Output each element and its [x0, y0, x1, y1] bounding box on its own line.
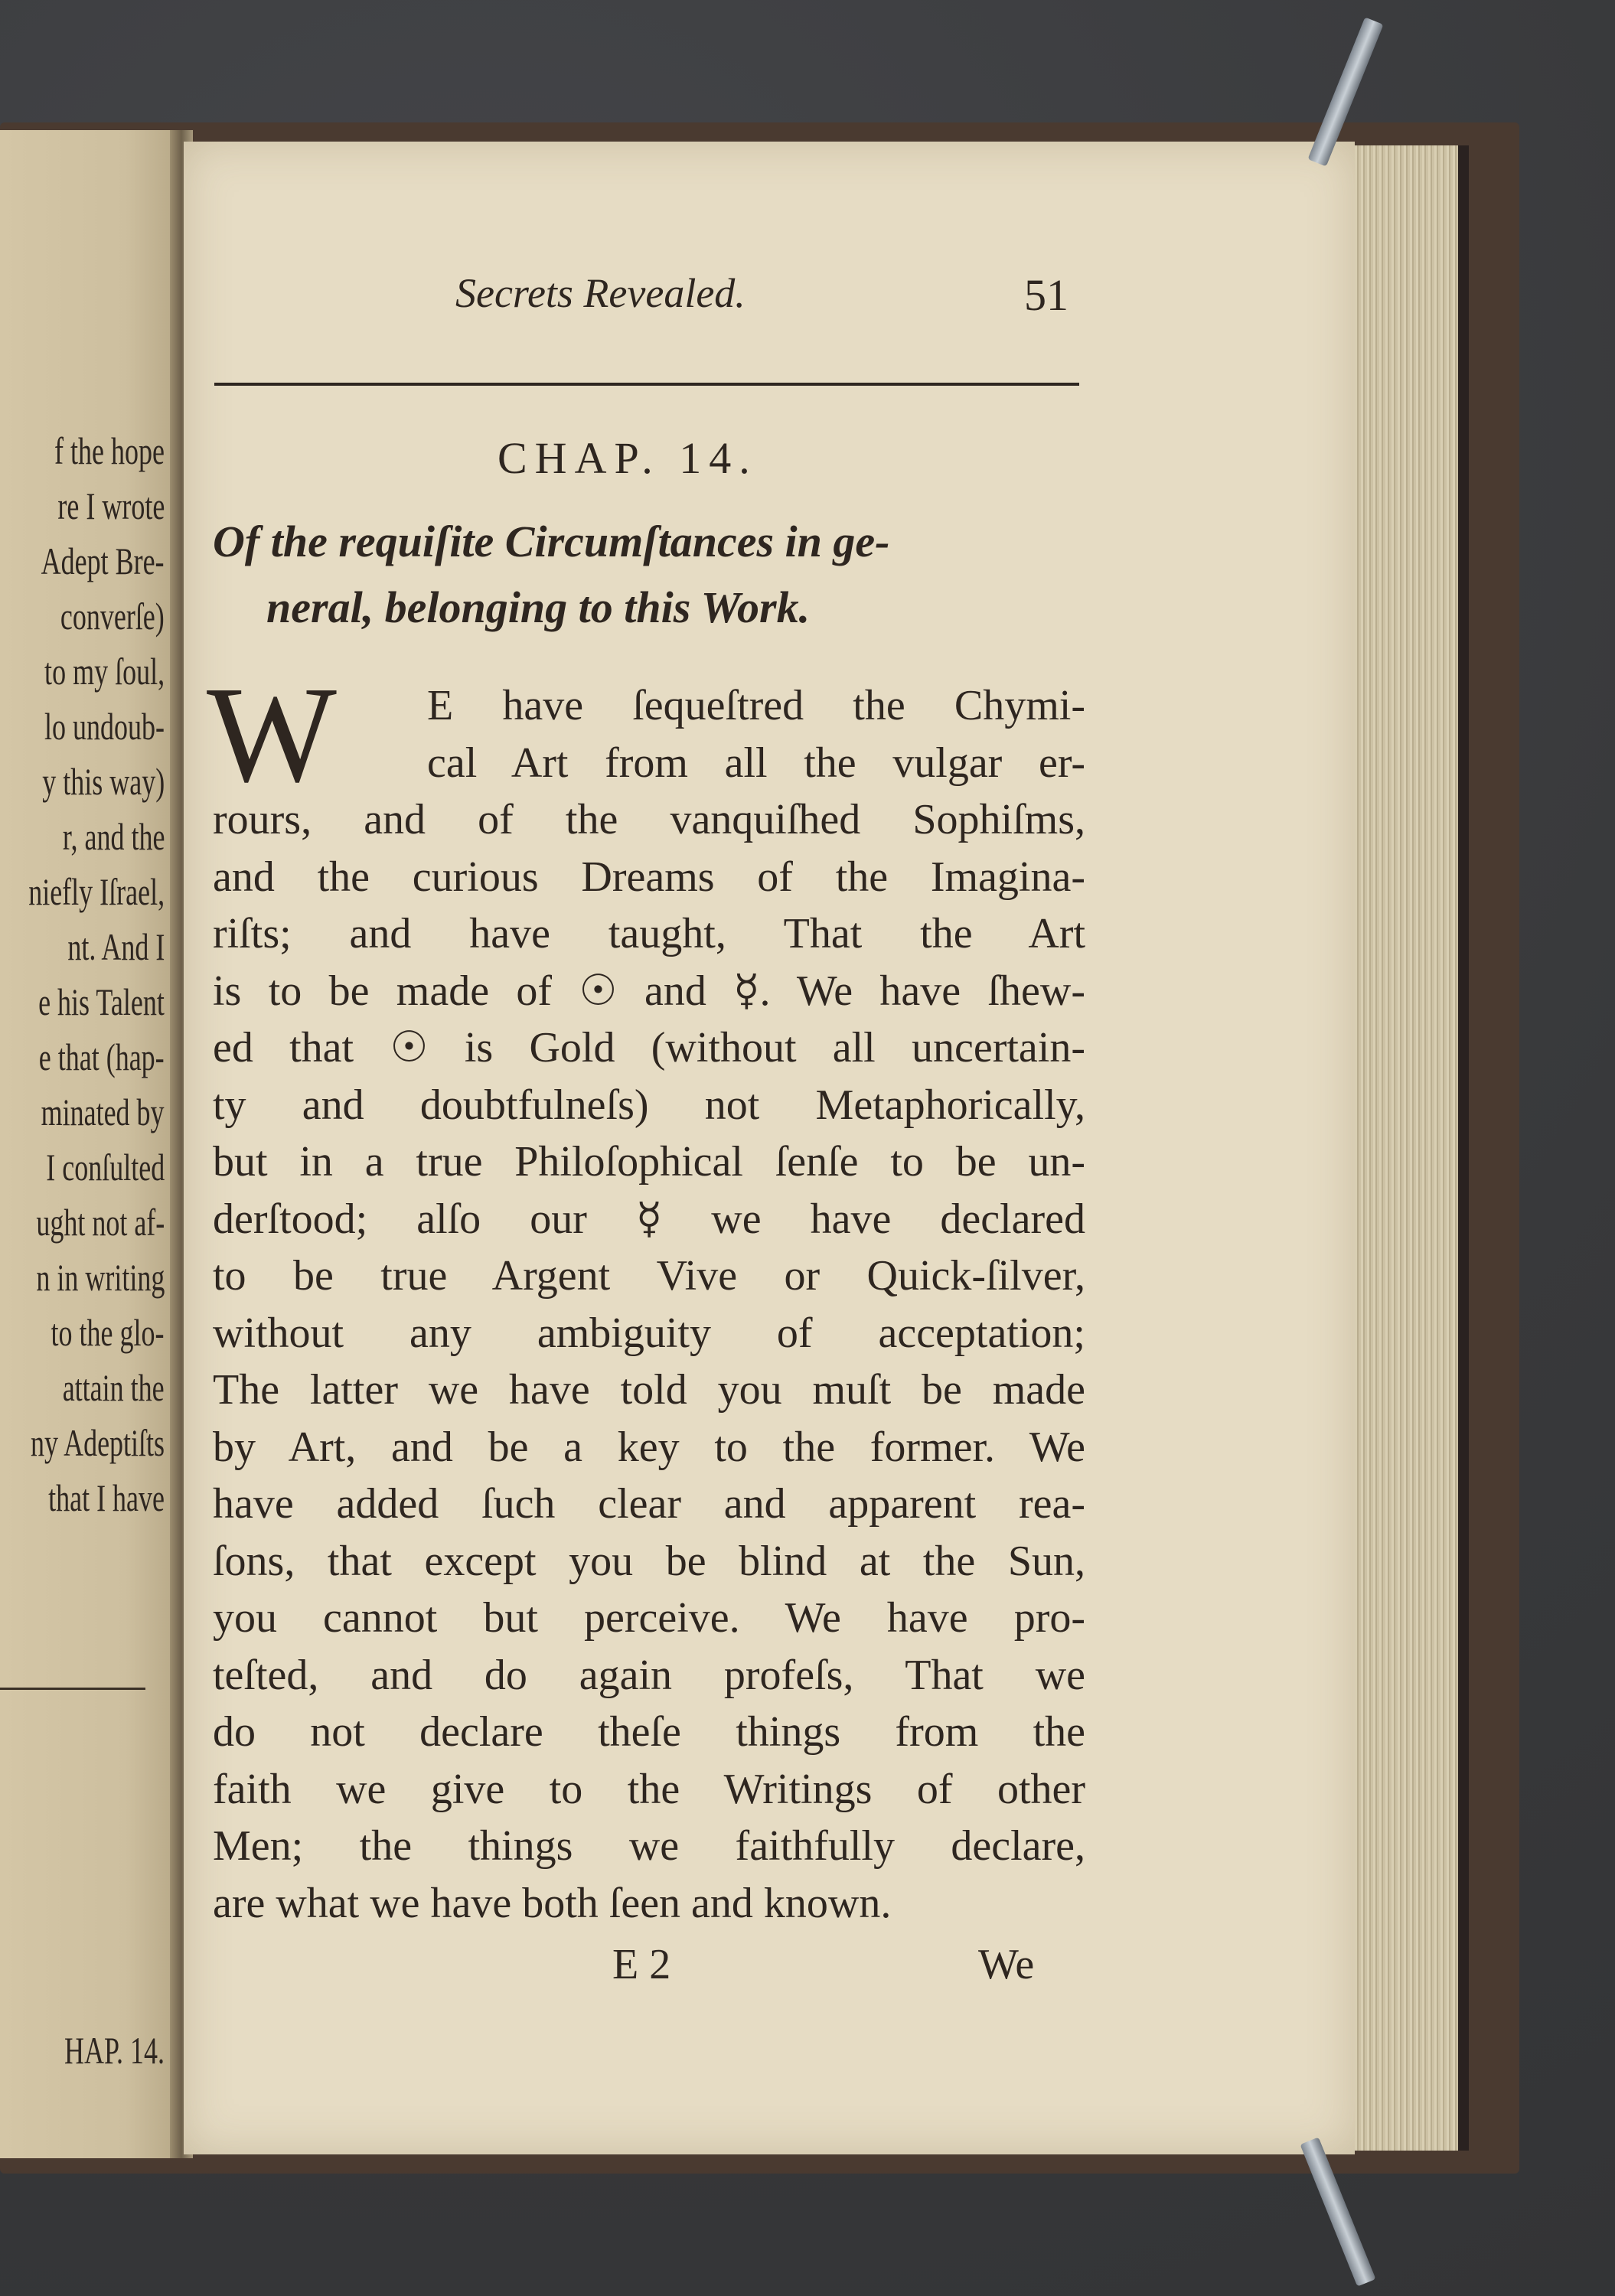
- left-page-line: r, and the: [62, 815, 165, 858]
- left-page-line: niefly Iſrael,: [28, 870, 165, 913]
- header-rule: [214, 383, 1079, 386]
- body-line: faith we give to the Writings of other: [213, 1765, 1085, 1813]
- body-text: [213, 677, 1085, 1932]
- left-page-line: e that (hap-: [39, 1035, 165, 1078]
- body-line: cal Art from all the vulgar er-: [427, 739, 1085, 787]
- body-line: without any ambiguity of acceptation;: [213, 1309, 1085, 1357]
- left-page-line: Adept Bre-: [41, 540, 165, 582]
- chapter-title-line: Of the requiſite Circumſtances in ge-: [213, 517, 890, 566]
- left-page-line: I conſulted: [46, 1146, 165, 1189]
- left-page-line: nt. And I: [67, 925, 165, 968]
- body-line: Men; the things we faithfully declare,: [213, 1822, 1085, 1870]
- body-line: ty and doubtfulneſs) not Metaphorically,: [213, 1081, 1085, 1129]
- left-page-line: ny Adeptiſts: [30, 1421, 165, 1464]
- left-page-line: minated by: [41, 1091, 165, 1133]
- left-page-line: to the glo-: [51, 1311, 165, 1354]
- left-page-line: attain the: [63, 1366, 165, 1409]
- body-line: ed that ☉ is Gold (without all uncertain-: [213, 1024, 1085, 1071]
- body-line: derſtood; alſo our ☿ we have declared: [213, 1195, 1085, 1243]
- left-page-line: n in writing: [36, 1256, 165, 1299]
- body-line: but in a true Philoſophical ſenſe to be un-: [213, 1138, 1085, 1186]
- catchword: We: [978, 1941, 1035, 1988]
- left-page-line: converſe): [60, 595, 165, 638]
- body-line: teſted, and do again profeſs, That we: [213, 1651, 1085, 1699]
- chapter-heading: CHAP. 14.: [498, 433, 758, 483]
- page-number: 51: [1024, 270, 1069, 320]
- body-line: do not declare theſe things from the: [213, 1708, 1085, 1756]
- page-edges: [1355, 145, 1462, 2151]
- body-line: and the curious Dreams of the Imagina-: [213, 853, 1085, 901]
- body-line: E have ſequeſtred the Chymi-: [427, 682, 1085, 729]
- left-page-line: ught not af-: [36, 1201, 165, 1244]
- drop-cap: W: [207, 658, 337, 810]
- chapter-title-line: neral, belonging to this Work.: [266, 582, 811, 632]
- body-line: rours, and of the vanquiſhed Sophiſms,: [213, 796, 1085, 843]
- body-line: have added ſuch clear and apparent rea-: [213, 1480, 1085, 1528]
- body-line: to be true Argent Vive or Quick-ſilver,: [213, 1252, 1085, 1300]
- left-page-rule: [0, 1688, 145, 1690]
- left-page: [0, 130, 180, 2158]
- signature-mark: E 2: [612, 1941, 671, 1988]
- body-line: are what we have both ſeen and known.: [213, 1879, 892, 1927]
- left-page-line: to my ſoul,: [44, 650, 165, 693]
- cover-edge: [1458, 145, 1469, 2151]
- body-line: by Art, and be a key to the former. We: [213, 1423, 1085, 1471]
- left-page-line: that I have: [48, 1476, 165, 1519]
- left-page-line: e his Talent: [38, 980, 165, 1023]
- running-head: Secrets Revealed.: [455, 270, 746, 316]
- left-page-line: y this way): [42, 760, 165, 803]
- body-line: riſts; and have taught, That the Art: [213, 910, 1085, 957]
- body-line: is to be made of ☉ and ☿. We have ſhew-: [213, 967, 1085, 1015]
- body-line: ſons, that except you be blind at the Sun,: [213, 1537, 1085, 1585]
- left-page-line: re I wrote: [57, 484, 165, 527]
- body-line: you cannot but perceive. We have pro-: [213, 1594, 1085, 1642]
- chapter-title: [213, 509, 1082, 641]
- left-page-line: lo undoub-: [44, 705, 165, 748]
- left-page-bottom-line: HAP. 14.: [64, 2029, 165, 2072]
- body-line: The latter we have told you muſt be made: [213, 1366, 1085, 1414]
- left-page-line: f the hope: [54, 429, 165, 472]
